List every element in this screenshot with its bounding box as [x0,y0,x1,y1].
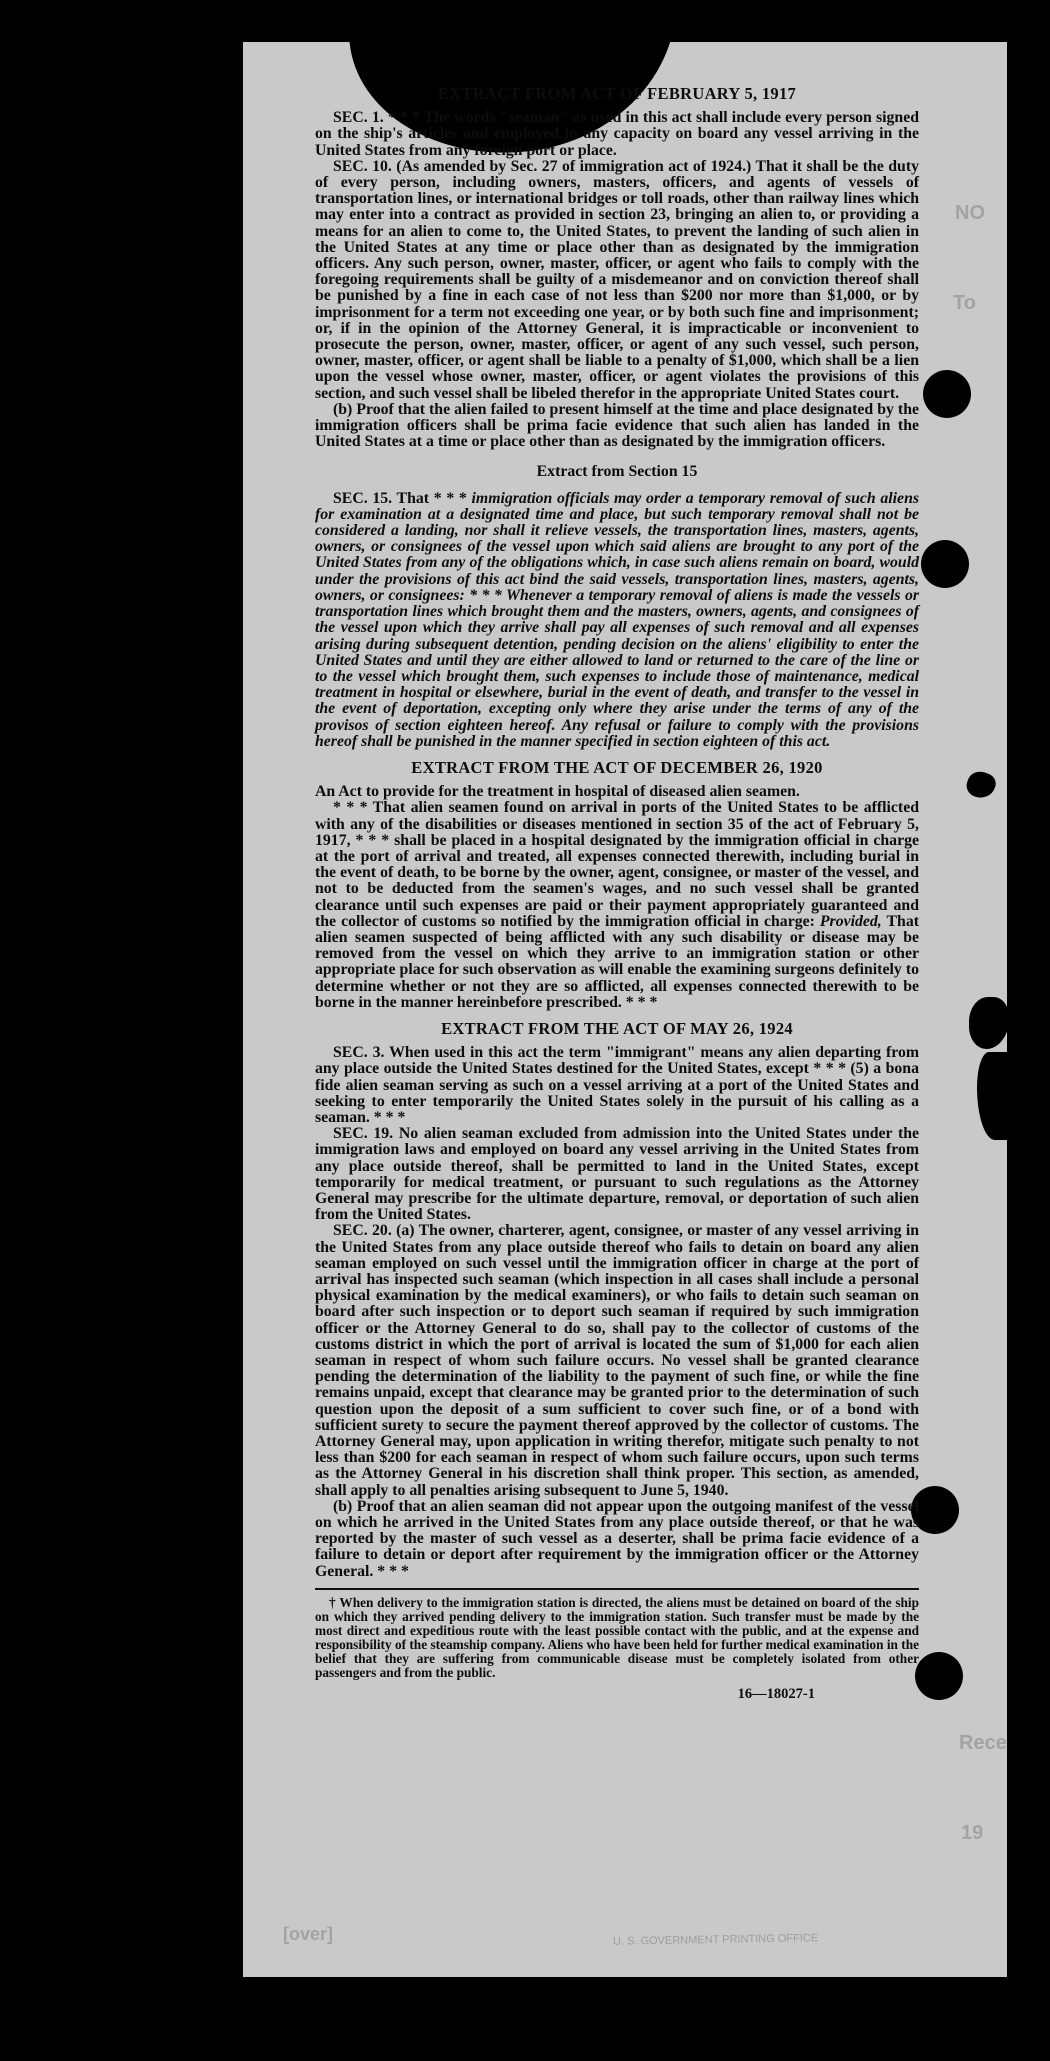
act-1924-section-3: SEC. 3. When used in this act the term "immigrant" means any alien departing from any place outside the United States destined for the United States, except * * * (5) a bona fide alien seaman serving as such on a vessel arriving at a port of the United States and seeking to enter temporarily the United States solely in the pursuit of his calling as a seaman. * * * [315,1044,919,1126]
footnote: † When delivery to the immigration station is directed, the aliens must be detained on board of the ship on which they arrived pending delivery to the immigration station. Such transfer must be made by the most direct and expeditious route with the least possible contact with the public, and at the expense and responsibility of the steamship company. Aliens who have been held for further medical examination in the belief that they are suffering from communicable disease must be completely isolated from other passengers and from the public. [315,1594,919,1680]
bleed-through-text: NO [955,202,985,224]
act-1924-heading: EXTRACT FROM THE ACT OF MAY 26, 1924 [441,1018,793,1038]
punch-hole [915,1652,963,1700]
section-15-heading: Extract from Section 15 [536,463,698,481]
act-1924-section-20a: SEC. 20. (a) The owner, charterer, agent, consignee, or master of any vessel arriving in the United States from any place outside thereof who fails to detain on board any alien seaman employed on such vessel until the immigration officer in charge at the port of arrival has inspected such seaman (which inspection in all cases shall include a personal physical examination by the medical examiners), or who fails to detain such seaman on board after such inspection or to deport such seaman if required by such immigration officer or the Attorney General to do so, shall pay to the collector of customs of the customs district in which the port of arrival is located the sum of $1,000 for each alien seaman in respect of whom such failure occurs. No vessel shall be granted clearance pending the determination of the liability to the payment of such fine, or while the fine remains unpaid, except that clearance may be granted prior to the determination of such question upon the deposit of a sum sufficient to cover such fine, or of a bond with sufficient surety to secure the payment thereof approved by the collector of customs. The Attorney General may, upon application in writing therefor, mitigate such penalty to not less than $200 for each seaman in respect of whom such failure occurs, upon such terms as the Attorney General in his discretion shall think proper. This section, as amended, shall apply to all penalties arising subsequent to June 5, 1940. [315,1222,919,1499]
bleed-through-text: To [953,292,976,314]
bleed-through-text: 19 [961,1822,984,1844]
act-1917-section-1: SEC. 1. * * * The words "seaman" as used in this act shall include every person signed on the ship's articles and employed in any capacity on board any vessel arriving in the United States from any foreign port or place. [315,109,919,159]
bleed-through-text: Rece [959,1732,1007,1754]
act-1920-text-b: That alien seamen suspected of being afflicted with any such disability or disease may be removed from the vessel on which they arrive to an immigration station or other appropriate place for such observation as will enable the examining surgeons definitely to determine whether or not they are so afflicted, all expenses connected therewith to be borne in the manner hereinbefore prescribed. * * * [315,912,919,1011]
punch-hole [923,370,971,418]
torn-edge [969,997,1007,1049]
document-page [243,42,1007,1977]
section-15-paragraph [315,491,919,750]
act-1917-section-10a: SEC. 10. (As amended by Sec. 27 of immigration act of 1924.) That it shall be the duty of every person, including owners, masters, officers, and agents of vessels of transportation lines, or international bridges or toll roads, other than railway lines which may enter into a contract as provided in section 23, bringing an alien to, or providing a means for an alien to come to, the United States, to prevent the landing of such alien in the United States at any time or place other than as designated by the immigration officers. Any such person, owner, master, officer, or agent who fails to comply with the foregoing requirements shall be guilty of a misdemeanor and on conviction thereof shall be punished by a fine in each case of not less than $200 nor more than $1,000, or by imprisonment for a term not exceeding one year, or by both such fine and imprisonment; or, if in the opinion of the Attorney General, it is impracticable or inconvenient to prosecute the person, owner, master, officer, or agent of any such vessel, such person, owner, master, officer, or agent shall be liable to a penalty of $1,000, which shall be a lien upon the vessel whose owner, master, officer, or agent violates the provisions of this section, and such vessel shall be libeled therefor in the appropriate United States court. [315,157,919,402]
document-body [315,86,919,1702]
act-1920-intro: An Act to provide for the treatment in hospital of diseased alien seamen. [315,783,800,801]
section-15-text: immigration officials may order a temporary removal of such aliens for examination at a designated time and place, but such temporary removal shall not be considered a landing, nor shall it relieve vessels, the transportation lines, masters, agents, owners, or consignees of the vessel upon which said aliens are brought to any port of the United States from any of the obligations which, in case such aliens remain on board, would under the provisions of this act bind the said vessels, transportation lines, masters, agents, owners, or consignees: * * * Whenever a temporary removal of aliens is made the vessels or transportation lines which brought them and the masters, owners, agents, and consignees of the vessel upon which they arrive shall pay all expenses of such removal and all expenses arising during subsequent detention, pending decision on the aliens' eligibility to enter the United States and until they are either allowed to land or returned to the care of the line or to the vessel which brought them, such expenses to include those of maintenance, medical treatment in hospital or elsewhere, burial in the event of death, and transfer to the vessel in the event of deportation, excepting only where they arise under the terms of any of the provisos of section eighteen hereof. Any refusal or failure to comply with the provisions hereof shall be punished in the manner specified in section eighteen of this act. [315,489,920,750]
act-1917-section-10b: (b) Proof that the alien failed to present himself at the time and place designated by the immigration officers shall be prima facie evidence that such alien has landed in the United States at a time or place other than as designated by the immigration officers. [315,400,919,451]
act-1924-section-19: SEC. 19. No alien seaman excluded from admission into the United States under the immigration laws and employed on board any vessel arriving in the United States from any place outside thereof, shall be permitted to land in the United States, except temporarily for medical treatment, or pursuant to such regulations as the Attorney General may prescribe for the ultimate departure, removal, or deportation of such alien from the United States. [315,1125,919,1224]
act-1924-section-20b: (b) Proof that an alien seaman did not appear upon the outgoing manifest of the vessel on which he arrived in the United States from any place outside thereof, or that he was reported by the master of such vessel as a deserter, shall be prima facie evidence of a failure to detain or deport after requirement by the immigration officer or the Attorney General. * * * [315,1497,919,1580]
act-1920-provided: Provided, [819,912,882,930]
act-1920-paragraph [315,800,919,1011]
act-1920-heading: EXTRACT FROM THE ACT OF DECEMBER 26, 1920 [411,757,823,777]
punch-hole [921,540,969,588]
bleed-through-text: [over] [283,1924,334,1944]
printer-imprint: U. S. GOVERNMENT PRINTING OFFICE [612,1932,819,1948]
torn-edge [977,1052,1007,1140]
form-number: 16—18027-1 [737,1685,815,1702]
document-title: EXTRACT FROM ACT OF FEBRUARY 5, 1917 [437,84,797,103]
ink-blot [963,768,998,802]
section-15-lead: SEC. 15. That * * * [333,489,467,507]
footnote-divider [315,1588,919,1590]
act-1920-text-a: * * * That alien seamen found on arrival in ports of the United States to be afflicted with any of the disabilities or diseases mentioned in section 35 of the act of February 5, 1917, * * * shall be placed in a hospital designated by the immigration official in charge at the port of arrival and treated, all expenses connected therewith, including burial in the event of death, to be borne by the owner, agent, consignee, or master of the vessel, and not to be deducted from the seamen's wages, and no such vessel shall be granted clearance until such expenses are paid or their payment appropriately guaranteed and the collector of customs so notified by the immigration official in charge: [315,799,919,930]
